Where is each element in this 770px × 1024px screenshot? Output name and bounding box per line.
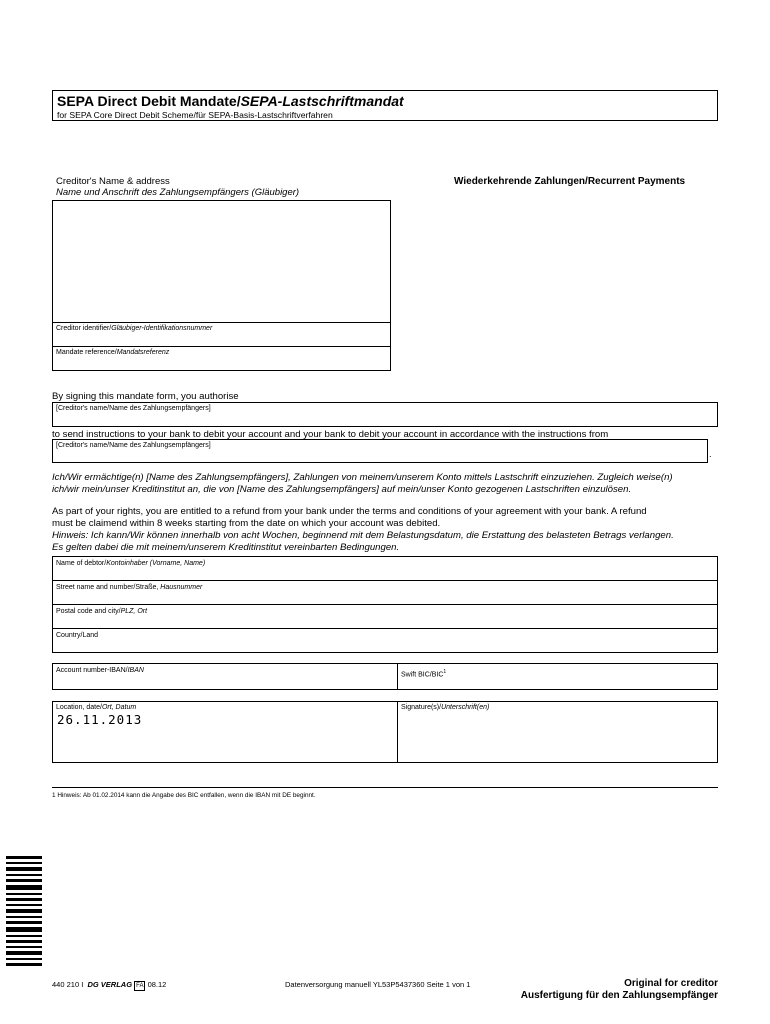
payment-type-label: Wiederkehrende Zahlungen/Recurrent Payments bbox=[454, 176, 686, 187]
debtor-box bbox=[52, 556, 718, 653]
rights-text-line: As part of your rights, you are entitled to a refund from your bank under the terms and conditions of your agreement with your bank. A refund bbox=[52, 506, 647, 517]
mandate-reference-field[interactable] bbox=[53, 347, 390, 370]
creditor-name-field-2-label: [Creditor's name/Name des Zahlungsempfängers] bbox=[56, 442, 211, 449]
footer-form-code: 440 210 I DG VERLAG FA 08.12 bbox=[52, 980, 167, 989]
form-subtitle: for SEPA Core Direct Debit Scheme/für SEPA-Basis-Lastschriftverfahren bbox=[57, 110, 333, 120]
swift-bic-label: Swift BIC/BIC$^1$ bbox=[401, 669, 447, 679]
title-en: SEPA Direct Debit Mandate/ bbox=[57, 93, 241, 109]
debtor-name-label: Name of debtor/Kontoinhaber (Vorname, Name) bbox=[56, 560, 206, 567]
debtor-street-label: Street name and number/Straße, Hausnummer bbox=[56, 584, 203, 591]
send-instructions-text: to send instructions to your bank to debit your account and your bank to debit your account in accordance with the instructions from bbox=[52, 429, 609, 440]
ausfertigung-label: Ausfertigung für den Zahlungsempfänger bbox=[520, 990, 718, 1001]
debtor-street-field[interactable] bbox=[53, 581, 717, 605]
creditor-address-field[interactable] bbox=[53, 201, 390, 323]
authorise-text: By signing this mandate form, you authorise bbox=[52, 391, 239, 402]
form-title bbox=[57, 93, 404, 109]
rights-text-de-line: Es gelten dabei die mit meinem/unserem Kreditinstitut vereinbarten Bedingungen. bbox=[52, 542, 400, 553]
location-date-label: Location, date/Ort, Datum bbox=[56, 704, 137, 711]
mandate-reference-label: Mandate reference/Mandatsreferenz bbox=[56, 349, 170, 356]
location-signature-box bbox=[52, 701, 718, 763]
creditor-identifier-label: Creditor identifier/Gläubiger-Identifikationsnummer bbox=[56, 325, 213, 332]
creditor-identifier-field[interactable] bbox=[53, 323, 390, 347]
mandate-text-de-line: ich/wir mein/unser Kreditinstitut an, die von [Name des Zahlungsempfängers] auf mein/unser Konto gezogenen Lastschriften einzulösen. bbox=[52, 484, 632, 495]
footer-mark: FA bbox=[136, 983, 144, 989]
sentence-end-mark: . bbox=[709, 449, 712, 459]
mandate-text-de-line: Ich/Wir ermächtige(n) [Name des Zahlungsempfängers], Zahlungen von meinem/unserem Konto mittels Lastschrift einzuziehen. Zugleich weise(n) bbox=[52, 472, 673, 483]
signature-field[interactable] bbox=[398, 702, 717, 762]
swift-bic-field[interactable] bbox=[398, 664, 717, 689]
barcode-icon bbox=[6, 856, 42, 966]
signature-label: Signature(s)/Unterschrift(en) bbox=[401, 704, 490, 711]
footnote-divider bbox=[52, 787, 718, 788]
location-date-field[interactable] bbox=[53, 702, 397, 762]
debtor-country-field[interactable] bbox=[53, 629, 717, 652]
creditor-name-label: Creditor's Name & address bbox=[56, 176, 170, 187]
creditor-name-label-de: Name und Anschrift des Zahlungsempfängers (Gläubiger) bbox=[56, 187, 300, 198]
footer-center-text: Datenversorgung manuell YL53P5437360 Seite 1 von 1 bbox=[285, 980, 471, 989]
iban-label: Account number-IBAN/IBAN bbox=[56, 667, 144, 674]
creditor-name-field-2[interactable] bbox=[52, 439, 708, 463]
creditor-name-field[interactable] bbox=[52, 402, 718, 427]
debtor-country-label: Country/Land bbox=[56, 632, 99, 639]
title-box bbox=[52, 90, 718, 121]
publisher-logo: DG VERLAG bbox=[87, 980, 133, 989]
account-box bbox=[52, 663, 718, 690]
debtor-name-field[interactable] bbox=[53, 557, 717, 581]
creditor-name-field-label: [Creditor's name/Name des Zahlungsempfängers] bbox=[56, 405, 211, 412]
creditor-box bbox=[52, 200, 391, 371]
iban-field[interactable] bbox=[53, 664, 397, 689]
rights-text-line: must be claimend within 8 weeks starting from the date on which your account was debited. bbox=[52, 518, 441, 529]
footnote: 1 Hinweis: Ab 01.02.2014 kann die Angabe des BIC entfallen, wenn die IBAN mit DE beginnt. bbox=[52, 792, 316, 799]
original-for-creditor: Original for creditor bbox=[624, 978, 718, 989]
rights-text-de-line: Hinweis: Ich kann/Wir können innerhalb von acht Wochen, beginnend mit dem Belastungsdatum, die Erstattung des belasteten Betrags verlangen. bbox=[52, 530, 674, 541]
title-de: SEPA-Lastschriftmandat bbox=[240, 93, 404, 109]
debtor-postal-label: Postal code and city/PLZ, Ort bbox=[56, 608, 148, 615]
date-value: 26.11.2013 bbox=[57, 712, 143, 727]
debtor-postal-field[interactable] bbox=[53, 605, 717, 629]
